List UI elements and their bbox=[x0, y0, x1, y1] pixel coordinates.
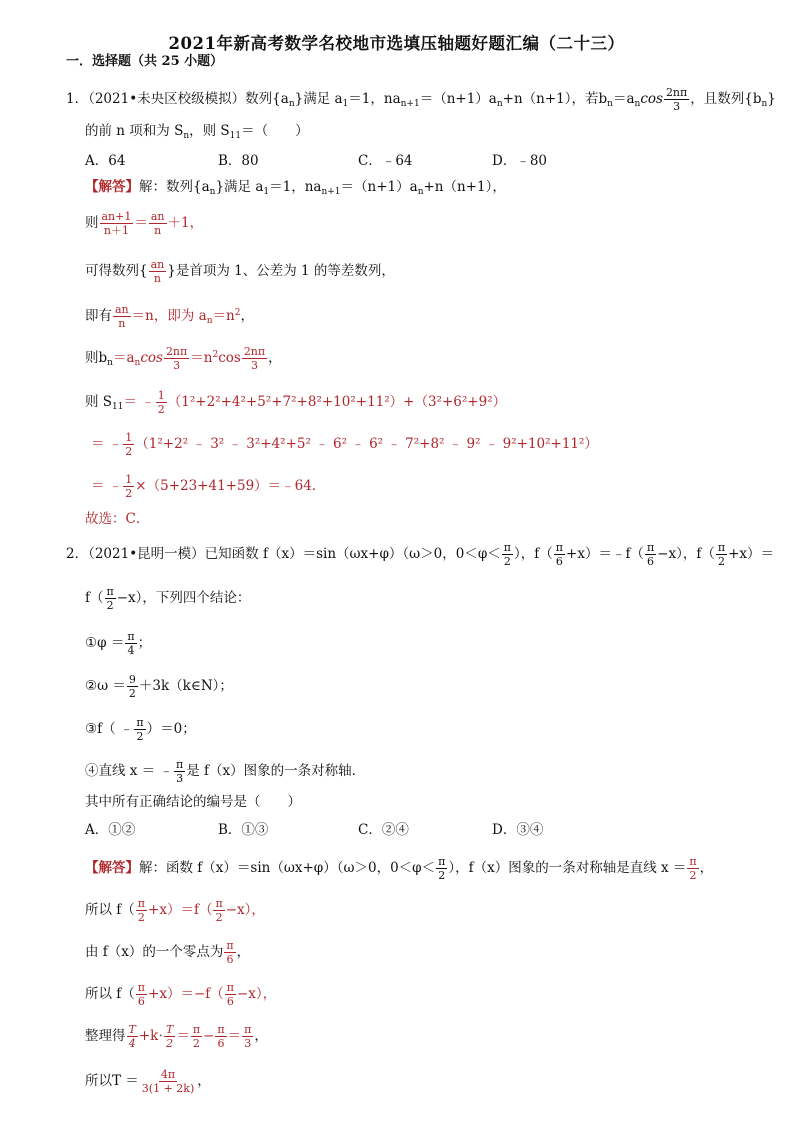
question-number: 1． bbox=[66, 91, 89, 107]
answer-1-line-6: 则 $S_{11}=$ ﹣ $\frac{1}{2}$ （1²+2²+4²+5²+7²+8²+10²+11²）+（3²+6²+9²） bbox=[85, 389, 507, 416]
option-c[interactable]: C．﹣64 bbox=[358, 153, 413, 169]
option-c[interactable]: C．②④ bbox=[358, 822, 409, 838]
answer-2-line-6: 所以T ＝ $\frac{4\pi}{3(1 + 2k)}$ ， bbox=[85, 1068, 211, 1095]
answer-1-line-2: 则 $\frac{an+1}{n+1}$ ＝ $\frac{an}{n}$ ＋1， bbox=[85, 210, 204, 237]
answer-1-line-8: ＝ ﹣ $\frac{1}{2}$ ×（5+23+41+59）＝﹣64． bbox=[91, 473, 326, 500]
answer-2-line-5: 整理得 $\frac{T}{4}$ +k⋅ $\frac{T}{2}$ ＝ $\frac{\pi}{2}$ − $\frac{\pi}{6}$ ＝ $\frac{\pi}{3}$ ， bbox=[85, 1023, 268, 1050]
option-b[interactable]: B．①③ bbox=[218, 822, 269, 838]
question-2-stem-cont: f（ $\frac{\pi}{2}$ −x），下列四个结论： bbox=[85, 585, 251, 612]
fraction: $\frac{2n\pi}{3}$ bbox=[665, 86, 688, 113]
answer-1-conclusion: 故选：C． bbox=[85, 511, 150, 527]
question-source: （2021•昆明一模） bbox=[88, 546, 205, 562]
conclusion-1: ①φ ＝ $\frac{\pi}{4}$ ； bbox=[85, 630, 152, 657]
conclusion-4: ④直线 x ＝ ﹣ $\frac{\pi}{3}$ 是 f（x）图象的一条对称轴． bbox=[85, 758, 366, 785]
answer-1-line-3: 可得数列{ $\frac{an}{n}$ }是首项为 1、公差为 1 的等差数列， bbox=[85, 258, 395, 285]
conclusion-2: ②ω ＝ $\frac{9}{2}$ ＋3k（k∈N）； bbox=[85, 673, 233, 700]
answer-1-line-7: ＝ ﹣ $\frac{1}{2}$ （1²+2² ﹣ 3² ﹣ 3²+4²+5² ﹣ 6² ﹣ 6² ﹣ 7²+8² ﹣ 9² ﹣ 9²+10²+11²） bbox=[91, 431, 598, 458]
option-b[interactable]: B．80 bbox=[218, 153, 259, 169]
question-1-stem-cont: 的前 n 项和为 $S_n$，则 $S_{11}=$（ ） bbox=[85, 123, 309, 141]
answer-2-line-3: 由 f（x）的一个零点为 $\frac{\pi}{6}$ ， bbox=[85, 939, 251, 966]
answer-tag: 【解答】 bbox=[85, 860, 139, 876]
question-1-stem: 1．（2021•未央区校级模拟）数列$\{a_n\}$满足 $a_1=1$，$na_{n+1}=(n+1)a_n+n(n+1)$，若$b_n=a_n\cos$ $\frac{2n\pi}{3}$ ，且数列$\{b_n\}$ bbox=[66, 86, 776, 113]
question-2-stem: 2．（2021•昆明一模）已知函数 f（x）＝sin（ωx+φ）（ω＞0，0＜φ＜ $\frac{\pi}{2}$ ），f（ $\frac{\pi}{6}$ +x）＝﹣f（ $\frac{\pi}{6}$ −x），f（ $\frac{\pi}{2}$ +x）＝ bbox=[66, 541, 775, 568]
answer-tag: 【解答】 bbox=[85, 179, 139, 195]
document-title: 2021年新高考数学名校地市选填压轴题好题汇编（二十三） bbox=[168, 34, 625, 53]
question-source: （2021•未央区校级模拟） bbox=[88, 91, 246, 107]
option-a[interactable]: A．①② bbox=[85, 822, 136, 838]
answer-1-line-5: 则$b_n=a_n\cos$ $\frac{2n\pi}{3}$ $=n^2\cos$ $\frac{2n\pi}{3}$ ， bbox=[85, 345, 282, 372]
option-a[interactable]: A．64 bbox=[85, 153, 126, 169]
section-heading: 一．选择题（共 25 小题） bbox=[66, 54, 224, 69]
answer-1-line-4: 即有 $\frac{an}{n}$ ＝n，即为 $a_n=n^2$， bbox=[85, 303, 254, 330]
answer-2-line-2: 所以 f（ $\frac{\pi}{2}$ +x）＝f（ $\frac{\pi}{2}$ −x）， bbox=[85, 897, 265, 924]
question-2-ask: 其中所有正确结论的编号是（ ） bbox=[85, 794, 301, 810]
answer-2-line-4: 所以 f（ $\frac{\pi}{6}$ +x）＝−f（ $\frac{\pi}{6}$ −x）， bbox=[85, 981, 277, 1008]
conclusion-3: ③f（ ﹣ $\frac{\pi}{2}$ ）＝0； bbox=[85, 716, 196, 743]
question-number: 2． bbox=[66, 546, 89, 562]
answer-2-line-1: 【解答】解：函数 f（x）＝sin（ωx+φ）（ω＞0，0＜φ＜ $\frac{\pi}{2}$ ），f（x）图象的一条对称轴是直线 x ＝ $\frac{\pi}{2}$ ， bbox=[85, 855, 714, 882]
option-d[interactable]: D．﹣80 bbox=[492, 153, 548, 169]
option-d[interactable]: D．③④ bbox=[492, 822, 544, 838]
answer-1-line-1: 【解答】解：数列$\{a_n\}$满足 $a_1=1$，$na_{n+1}=(n+1)a_n+n(n+1)$， bbox=[85, 179, 506, 197]
